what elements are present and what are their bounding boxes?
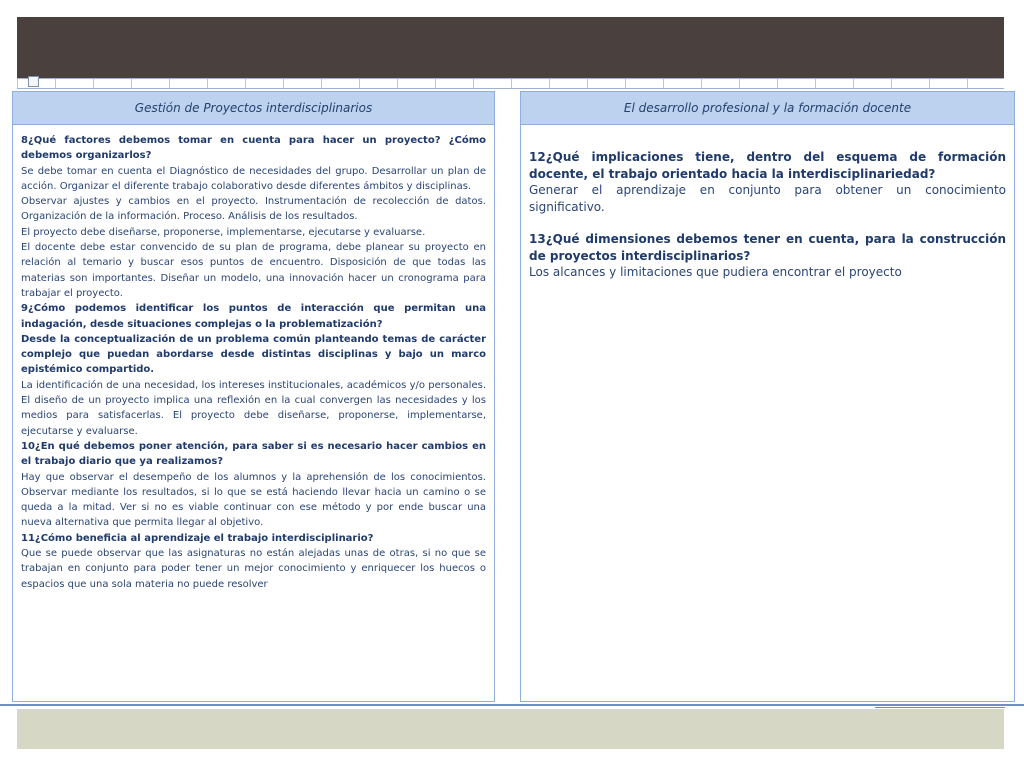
question-text: 10¿En qué debemos poner atención, para saber si es necesario hacer cambios en el trabajo diario que ya realizamos?: [21, 440, 486, 468]
question-text: Desde la conceptualización de un problema común planteando temas de carácter complejo que puedan abordarse desde distintas disciplinas y bajo un marco epistémico compartido.: [21, 333, 486, 376]
answer-text: Los alcances y limitaciones que pudiera encontrar el proyecto: [529, 265, 902, 279]
right-panel-title: El desarrollo profesional y la formación docente: [521, 92, 1014, 125]
ruler: [17, 78, 1004, 89]
question-text: 9¿Cómo podemos identificar los puntos de interacción que permitan una indagación, desde situaciones complejas o la problematización?: [21, 303, 486, 330]
bottom-divider-accent: [875, 707, 1005, 708]
right-panel-body: [521, 125, 1014, 281]
top-banner: [17, 17, 1004, 78]
question-text: 13¿Qué dimensiones debemos tener en cuenta, para la construcción de proyectos interdisciplinarios?: [529, 232, 1006, 263]
spacer: [529, 215, 1006, 231]
question-text: 12¿Qué implicaciones tiene, dentro del esquema de formación docente, el trabajo orientado hacia la interdisciplinariedad?: [529, 150, 1006, 181]
left-panel-title: Gestión de Proyectos interdisciplinarios: [13, 92, 494, 125]
answer-text: Hay que observar el desempeño de los alumnos y la aprehensión de los conocimientos. Observar mediante los resultados, si lo que se está haciendo llevar hacia un camino o se queda a la mitad. Ver si no es viable continuar con ese método y por ende buscar una nueva alternativa que permita llegar al objetivo.: [21, 471, 486, 529]
ruler-marker-icon: [28, 76, 39, 87]
question-text: 8¿Qué factores debemos tomar en cuenta para hacer un proyecto? ¿Cómo debemos organizarlos?: [21, 135, 486, 162]
answer-text: Que se puede observar que las asignaturas no están alejadas unas de otras, si no que se trabajan en conjunto para poder tener un mejor conocimiento y enriquecer los huecos o espacios que una sola materia no puede resolver: [21, 548, 486, 590]
answer-text: Generar el aprendizaje en conjunto para obtener un conocimiento significativo.: [529, 183, 1006, 214]
bottom-divider: [0, 704, 1024, 706]
answer-text: La identificación de una necesidad, los intereses institucionales, académicos y/o personales. El diseño de un proyecto implica una reflexión en la cual convergen las necesidades y los medios para satisfacerlas. El proyecto debe diseñarse, proponerse, implementarse, ejecutarse y evaluarse.: [21, 379, 486, 437]
footer-band: [17, 709, 1004, 749]
answer-text: El proyecto debe diseñarse, proponerse, implementarse, ejecutarse y evaluarse.: [21, 226, 426, 238]
right-panel: [520, 91, 1015, 702]
answer-text: Observar ajustes y cambios en el proyecto. Instrumentación de recolección de datos. Organización de la información. Proceso. Análisis de los resultados.: [21, 196, 486, 223]
answer-text: El docente debe estar convencido de su plan de programa, debe planear su proyecto en relación al temario y buscar esos puntos de encuentro. Disposición de que todas las materias son importantes. Diseñar un modelo, una innovación hacer un cronograma para trabajar el proyecto.: [21, 242, 486, 299]
answer-text: Se debe tomar en cuenta el Diagnóstico de necesidades del grupo. Desarrollar un plan de acción. Organizar el diferente trabajo colaborativo desde diferentes ámbitos y disciplinas.: [21, 165, 486, 192]
question-text: 11¿Cómo beneficia al aprendizaje el trabajo interdisciplinario?: [21, 532, 374, 544]
left-panel-body: [13, 125, 494, 592]
left-panel: [12, 91, 495, 702]
